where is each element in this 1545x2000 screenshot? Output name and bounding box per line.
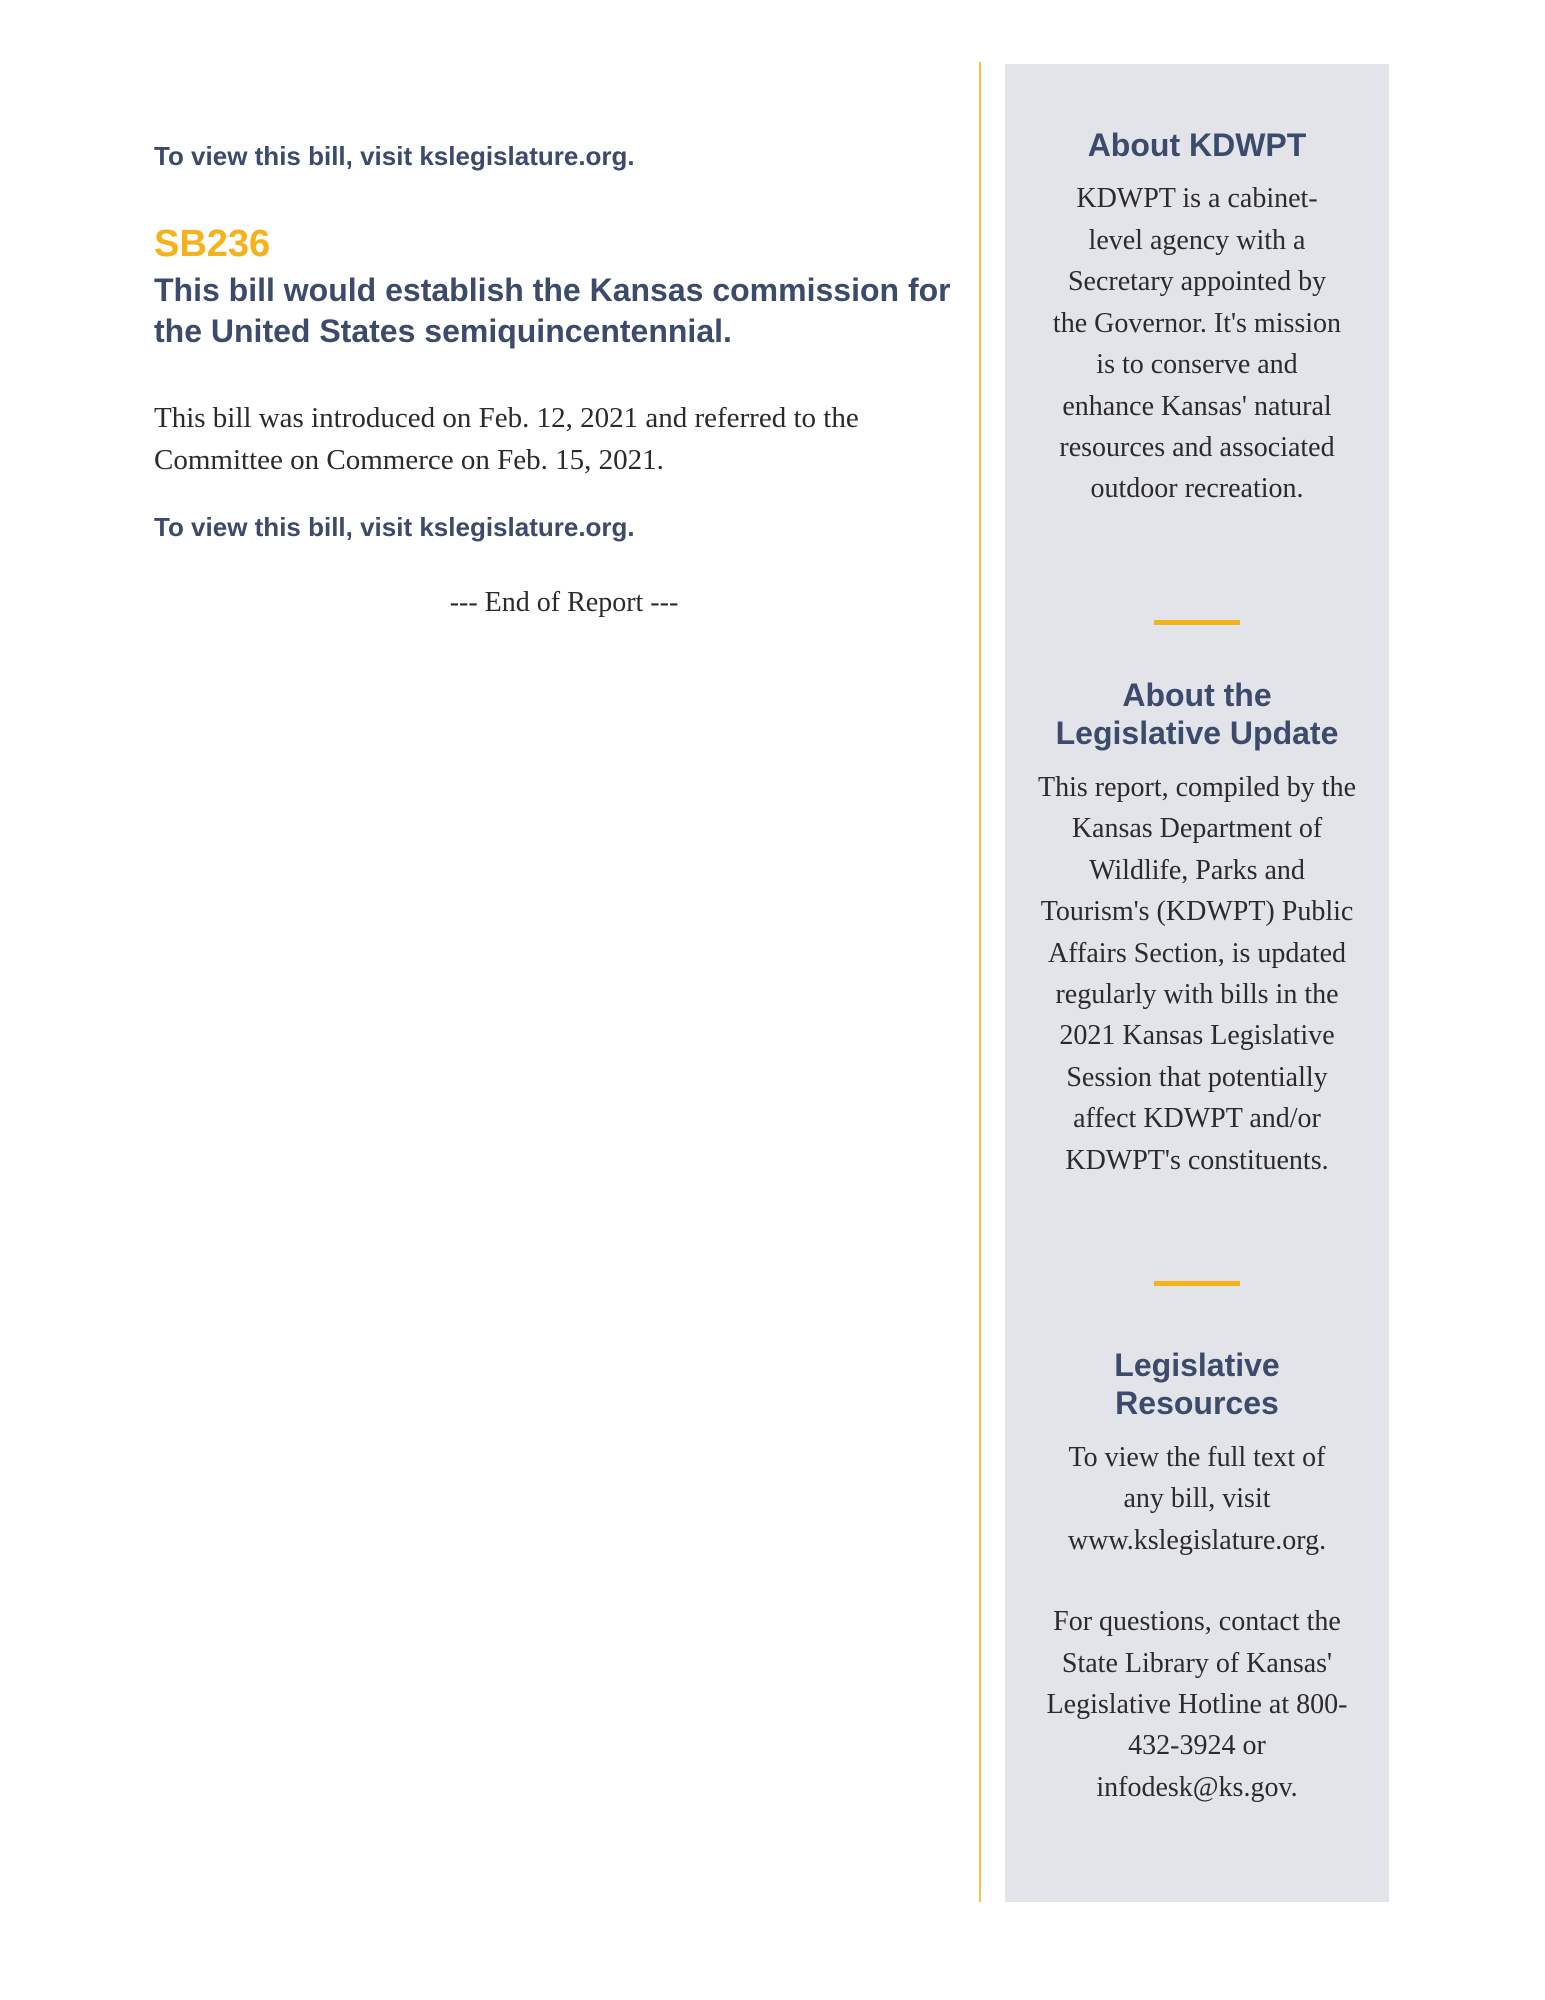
vertical-divider xyxy=(979,62,981,1902)
accent-divider xyxy=(1154,620,1240,625)
resources-section xyxy=(1005,1346,1389,1808)
end-of-report: --- End of Report --- xyxy=(449,586,679,618)
bill-description: This bill was introduced on Feb. 12, 2021 and referred to the Committee on Commerce on Feb. 15, 2021. xyxy=(154,401,859,476)
about-update-section xyxy=(1005,676,1389,1181)
resources-body-contact: For questions, contact the State Library of Kansas' Legislative Hotline at 800-432-3924 or infodesk@ks.gov. xyxy=(1046,1606,1348,1803)
about-kdwpt-section xyxy=(1005,126,1389,510)
visit-link-top[interactable]: To view this bill, visit kslegislature.org. xyxy=(154,141,635,171)
about-kdwpt-body: KDWPT is a cabinet-level agency with a Secretary appointed by the Governor. It's mission is to conserve and enhance Kansas' natural resources and associated outdoor recreation. xyxy=(1052,183,1342,505)
accent-divider xyxy=(1154,1281,1240,1286)
about-update-heading: About the Legislative Update xyxy=(1055,677,1339,752)
sidebar xyxy=(1005,64,1389,1902)
resources-heading: Legislative Resources xyxy=(1114,1347,1280,1422)
bill-title: This bill would establish the Kansas commission for the United States semiquincentennial. xyxy=(154,271,951,350)
bill-id: SB236 xyxy=(154,222,271,265)
visit-link-bottom[interactable]: To view this bill, visit kslegislature.org. xyxy=(154,511,635,542)
about-update-body: This report, compiled by the Kansas Department of Wildlife, Parks and Tourism's (KDWPT) Public Affairs Section, is updated regularly with bills in the 2021 Kansas Legislative Session that potentially affect KDWPT and/or KDWPT's constituents. xyxy=(1037,771,1357,1176)
main-content xyxy=(154,140,974,619)
about-kdwpt-heading: About KDWPT xyxy=(1087,127,1307,163)
resources-body-view: To view the full text of any bill, visit www.kslegislature.org. xyxy=(1067,1441,1327,1556)
